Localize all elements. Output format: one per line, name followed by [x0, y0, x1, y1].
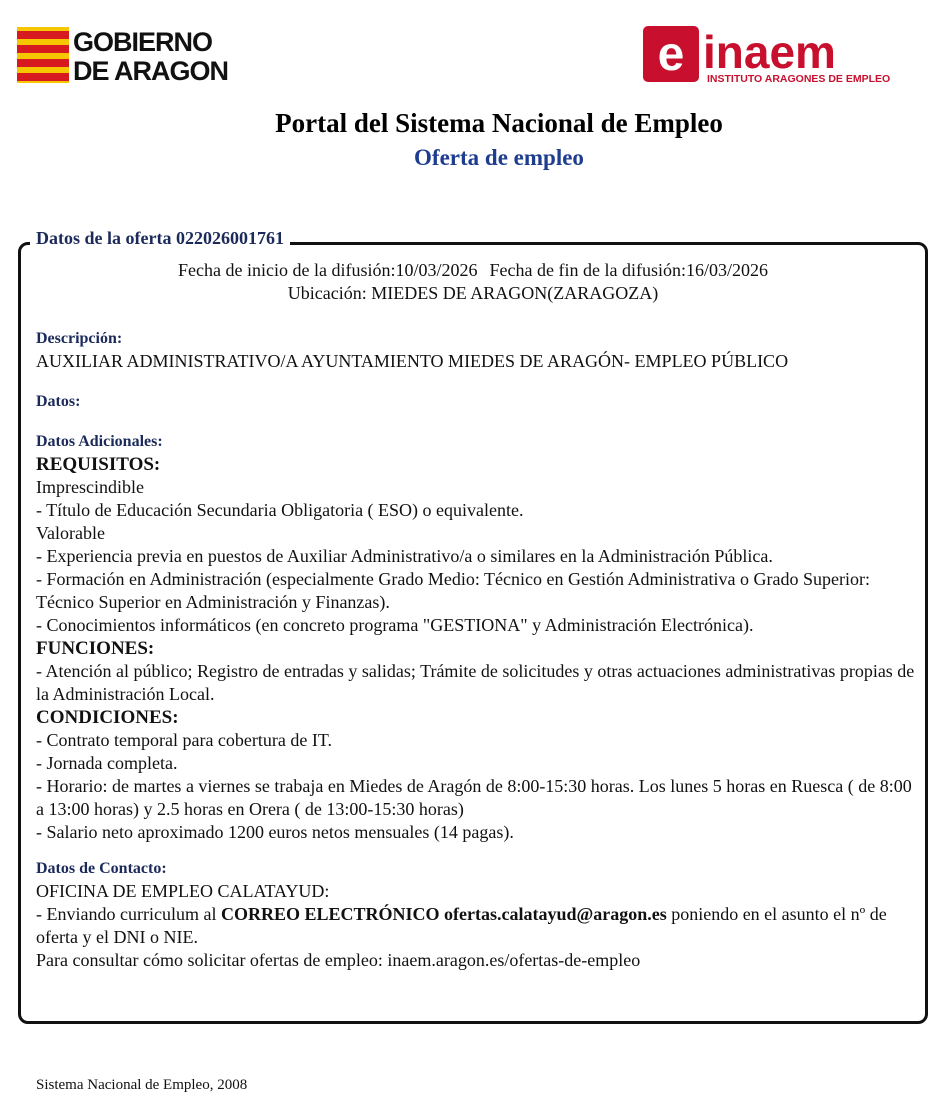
valorable-item: - Conocimientos informáticos (en concreto programa "GESTIONA" y Administración Electrónica).	[36, 615, 754, 635]
contact-email: CORREO ELECTRÓNICO ofertas.calatayud@aragon.es	[220, 904, 667, 924]
funciones-heading: FUNCIONES:	[36, 638, 155, 659]
offer-legend: Datos de la oferta 022026001761	[30, 226, 290, 250]
gobierno-de-aragon-logo	[17, 27, 252, 83]
page-header	[0, 0, 946, 100]
datos-label: Datos:	[36, 393, 81, 410]
offer-dates	[0, 259, 946, 305]
svg-text:GOBIERNO: GOBIERNO	[73, 27, 213, 57]
location: Ubicación: MIEDES DE ARAGON(ZARAGOZA)	[287, 283, 659, 303]
svg-text:DE ARAGON: DE ARAGON	[73, 56, 229, 83]
condition-item: - Contrato temporal para cobertura de IT.	[36, 730, 333, 750]
page-subtitle: Oferta de empleo	[414, 145, 584, 170]
imprescindible-text: Imprescindible	[36, 477, 144, 497]
condition-item: - Horario: de martes a viernes se trabaja en Miedes de Aragón de 8:00-15:30 horas. Los lunes 5 horas en Ruesca ( de 8:00 a 13:00 horas) y 2.5 horas en Orera ( de 13:00-15:30 horas)	[36, 776, 912, 819]
additional-data-label: Datos Adicionales:	[36, 433, 163, 450]
page-title: Portal del Sistema Nacional de Empleo	[275, 108, 723, 138]
requirement-item: - Título de Educación Secundaria Obligatoria ( ESO) o equivalente.	[36, 500, 524, 520]
function-item: - Atención al público; Registro de entradas y salidas; Trámite de solicitudes y otras actuaciones administrativas propias de la Administración Local.	[36, 661, 915, 704]
description-text: AUXILIAR ADMINISTRATIVO/A AYUNTAMIENTO MIEDES DE ARAGÓN- EMPLEO PÚBLICO	[36, 351, 789, 371]
contact-instructions: - Enviando curriculum al CORREO ELECTRÓNICO ofertas.calatayud@aragon.es poniendo en el asunto el nº de oferta y el DNI o NIE.	[36, 904, 887, 947]
footer-text: Sistema Nacional de Empleo, 2008	[36, 1077, 248, 1093]
valorable-item: - Experiencia previa en puestos de Auxiliar Administrativo/a o similares en la Administración Pública.	[36, 546, 773, 566]
offer-content	[36, 328, 916, 972]
svg-text:INSTITUTO ARAGONES DE EMPLEO: INSTITUTO ARAGONES DE EMPLEO	[707, 73, 891, 84]
condiciones-heading: CONDICIONES:	[36, 707, 179, 728]
contact-office: OFICINA DE EMPLEO CALATAYUD:	[36, 881, 330, 901]
svg-text:inaem: inaem	[703, 26, 836, 78]
inaem-logo	[643, 26, 899, 84]
condition-item: - Jornada completa.	[36, 753, 178, 773]
page-titles	[0, 104, 946, 176]
contact-more-info: Para consultar cómo solicitar ofertas de empleo: inaem.aragon.es/ofertas-de-empleo	[36, 950, 641, 970]
contact-label: Datos de Contacto:	[36, 860, 167, 877]
condition-item: - Salario neto aproximado 1200 euros netos mensuales (14 pagas).	[36, 822, 514, 842]
svg-text:e: e	[657, 28, 685, 81]
description-label: Descripción:	[36, 330, 123, 347]
valorable-text: Valorable	[36, 523, 105, 543]
start-date: Fecha de inicio de la difusión:10/03/2026	[178, 260, 478, 280]
requisitos-heading: REQUISITOS:	[36, 454, 161, 475]
end-date: Fecha de fin de la difusión:16/03/2026	[489, 260, 768, 280]
valorable-item: - Formación en Administración (especialmente Grado Medio: Técnico en Gestión Administrativa o Grado Superior: Técnico Superior en Administración y Finanzas).	[36, 569, 870, 612]
